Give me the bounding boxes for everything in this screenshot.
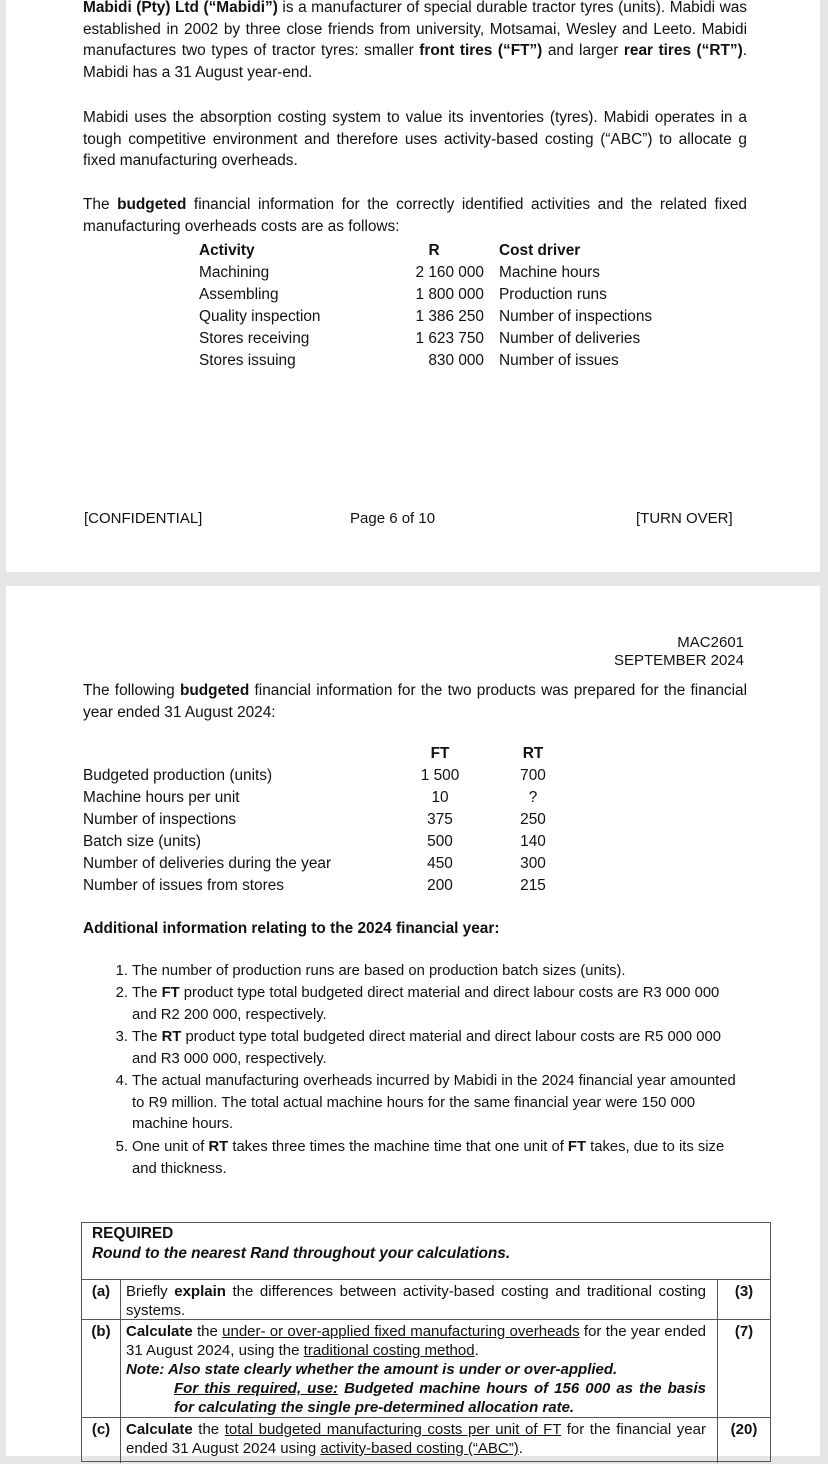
activity-name: Quality inspection: [199, 308, 321, 325]
item-text: [126, 1418, 706, 1458]
rt-value: ?: [528, 789, 538, 806]
item-text-part: for the financial year ended 31 August 2024 using: [126, 1421, 706, 1457]
required-instruction: Round to the nearest Rand throughout your calculations.: [92, 1245, 511, 1262]
col-header-ft: FT: [430, 745, 450, 762]
item-label: (a): [91, 1283, 111, 1300]
ft-value: 450: [427, 855, 453, 872]
document-page-7: [6, 586, 820, 1456]
item-text-part: the: [192, 1421, 225, 1438]
row-label: Number of deliveries during the year: [83, 855, 332, 872]
col-header-rand: R: [428, 242, 440, 259]
ft-value: 10: [431, 789, 449, 806]
required-title: REQUIRED: [92, 1225, 174, 1242]
item-note-2: [126, 1379, 706, 1417]
item-text-part: Briefly: [126, 1283, 175, 1300]
product-intro-paragraph: [83, 680, 747, 723]
rt-value: 300: [520, 855, 546, 872]
row-label: Number of issues from stores: [83, 877, 284, 894]
activity-driver: Number of issues: [499, 352, 619, 369]
note-text: Budgeted machine hours of 156 000 as the basis for calculating the single pre-determined allocation rate.: [174, 1380, 706, 1416]
list-number: 4.: [115, 1073, 128, 1089]
course-code: MAC2601: [677, 634, 744, 651]
list-text: [132, 983, 742, 1026]
item-text-part: .: [518, 1440, 523, 1457]
item-marks: (7): [734, 1323, 754, 1340]
list-text: [132, 961, 742, 983]
intro-text-1: is a manufacturer of special durable tractor tyres (units). Mabidi was established in 2002 by three close friends from university, Motsamai, Wesley and Leeto. Mabidi manufactures two types of tractor tyres: smaller: [83, 0, 747, 59]
list-text-bold: FT: [567, 1139, 586, 1155]
footer-page-number: Page 6 of 10: [350, 510, 436, 527]
list-text: [132, 1137, 742, 1180]
document-page-6: [6, 0, 820, 572]
item-text-bold: Calculate: [126, 1421, 193, 1438]
item-text-part: .: [474, 1342, 479, 1359]
item-label: (b): [91, 1323, 111, 1340]
company-name: Mabidi (Pty) Ltd (“Mabidi”): [83, 0, 278, 16]
item-text-underlined: activity-based costing (“ABC”): [320, 1440, 519, 1457]
activity-name: Assembling: [199, 286, 279, 303]
activity-name: Stores issuing: [199, 352, 296, 369]
list-text-part: The actual manufacturing overheads incurred by Mabidi in the 2024 financial year amounted to R9 million. The total actual machine hours for the same financial year were 150 000 machine hours.: [132, 1073, 736, 1133]
note-underlined: For this required, use:: [174, 1380, 339, 1397]
ft-value: 500: [427, 833, 453, 850]
activity-name: Machining: [199, 264, 270, 281]
ft-value: 375: [427, 811, 453, 828]
list-text-part: takes three times the machine time that one unit of: [228, 1139, 568, 1155]
rt-value: 140: [520, 833, 546, 850]
product-text-2: financial information for the two products was prepared for the financial year ended 31 August 2024:: [83, 682, 747, 721]
activity-driver: Production runs: [499, 286, 607, 303]
footer-confidential: [CONFIDENTIAL]: [84, 510, 203, 527]
list-item: [106, 983, 746, 1027]
budget-intro-paragraph: [83, 194, 747, 237]
item-marks: (20): [730, 1421, 758, 1438]
required-item-b: [82, 1319, 770, 1418]
activity-driver: Number of inspections: [499, 308, 653, 325]
list-text: [132, 1071, 742, 1136]
required-header: [92, 1224, 510, 1264]
activity-amount: 2 160 000: [415, 264, 484, 281]
activity-amount: 1 800 000: [415, 286, 484, 303]
list-item: [106, 1027, 746, 1071]
activity-amount: 1 386 250: [415, 308, 484, 325]
row-label: Budgeted production (units): [83, 767, 273, 784]
item-text-part: the: [192, 1323, 223, 1340]
item-text-part: the differences between activity-based costing and traditional costing systems.: [126, 1283, 706, 1319]
rt-value: 215: [520, 877, 546, 894]
item-text: [126, 1320, 706, 1417]
list-item: [106, 1137, 746, 1181]
activity-amount: 1 623 750: [415, 330, 484, 347]
col-header-cost-driver: Cost driver: [499, 242, 581, 259]
list-text-part: The number of production runs are based on production batch sizes (units).: [132, 963, 626, 979]
item-note: Note: Also state clearly whether the amount is under or over-applied.: [126, 1361, 618, 1378]
list-item: [106, 961, 746, 983]
row-label: Number of inspections: [83, 811, 237, 828]
activity-driver: Machine hours: [499, 264, 600, 281]
required-item-a: [82, 1279, 770, 1320]
footer-turn-over: [TURN OVER]: [636, 510, 733, 527]
list-text-part: One unit of: [132, 1139, 209, 1155]
product-text-1: The following: [83, 682, 180, 699]
list-text-part: product type total budgeted direct material and direct labour costs are R5 000 000 and R3 000 000, respectively.: [132, 1029, 721, 1067]
list-number: 3.: [115, 1029, 128, 1045]
item-text: [126, 1280, 706, 1320]
list-text: [132, 1027, 742, 1070]
col-header-rt: RT: [522, 745, 544, 762]
list-text-part: takes, due to its size and thickness.: [132, 1139, 725, 1177]
required-item-c: [82, 1417, 770, 1464]
activity-amount: 830 000: [428, 352, 484, 369]
budget-text-1: The: [83, 196, 118, 213]
item-label: (c): [91, 1421, 111, 1438]
row-label: Batch size (units): [83, 833, 202, 850]
list-text-bold: FT: [161, 985, 180, 1001]
intro-text-2: and larger: [542, 42, 624, 59]
item-text-bold: Calculate: [126, 1323, 193, 1340]
list-text-bold: RT: [208, 1139, 229, 1155]
item-text-underlined: traditional costing method: [303, 1342, 475, 1359]
item-text-underlined: total budgeted manufacturing costs per unit of FT: [224, 1421, 562, 1438]
intro-paragraph: [83, 0, 747, 83]
required-box: [81, 1222, 771, 1462]
costing-paragraph: Mabidi uses the absorption costing system to value its inventories (tyres). Mabidi operates in a tough competitive environment and therefore uses activity-based costing (“ABC”) to allocate g fixed manufacturing overheads.: [83, 109, 747, 169]
rt-value: 700: [520, 767, 546, 784]
item-text-bold: explain: [174, 1283, 226, 1300]
list-text-part: The: [132, 1029, 162, 1045]
ft-value: 200: [427, 877, 453, 894]
budget-text-2: financial information for the correctly identified activities and the related fixed manufacturing overheads costs are as follows:: [83, 196, 747, 235]
list-number: 1.: [115, 963, 128, 979]
list-text-bold: RT: [161, 1029, 182, 1045]
ft-value: 1 500: [420, 767, 460, 784]
item-text-part: for the year ended 31 August 2024, using the: [126, 1323, 707, 1359]
item-marks: (3): [734, 1283, 754, 1300]
activity-name: Stores receiving: [199, 330, 310, 347]
list-item: [106, 1071, 746, 1137]
list-number: 5.: [115, 1139, 128, 1155]
intro-text-3: . Mabidi has a 31 August year-end.: [83, 42, 747, 81]
rear-tires-term: rear tires (“RT”): [623, 42, 743, 59]
list-number: 2.: [115, 985, 128, 1001]
activity-driver: Number of deliveries: [499, 330, 641, 347]
rt-value: 250: [520, 811, 546, 828]
additional-info-heading: Additional information relating to the 2024 financial year:: [83, 920, 500, 937]
row-label: Machine hours per unit: [83, 789, 240, 806]
budgeted-term: budgeted: [117, 196, 187, 213]
col-header-activity: Activity: [199, 242, 255, 259]
front-tires-term: front tires (“FT”): [419, 42, 543, 59]
item-text-underlined: under- or over-applied fixed manufacturing overheads: [222, 1323, 580, 1340]
budgeted-term: budgeted: [179, 682, 250, 699]
exam-date: SEPTEMBER 2024: [613, 652, 744, 669]
list-text-part: product type total budgeted direct material and direct labour costs are R3 000 000 and R2 200 000, respectively.: [132, 985, 720, 1023]
list-text-part: The: [132, 985, 162, 1001]
